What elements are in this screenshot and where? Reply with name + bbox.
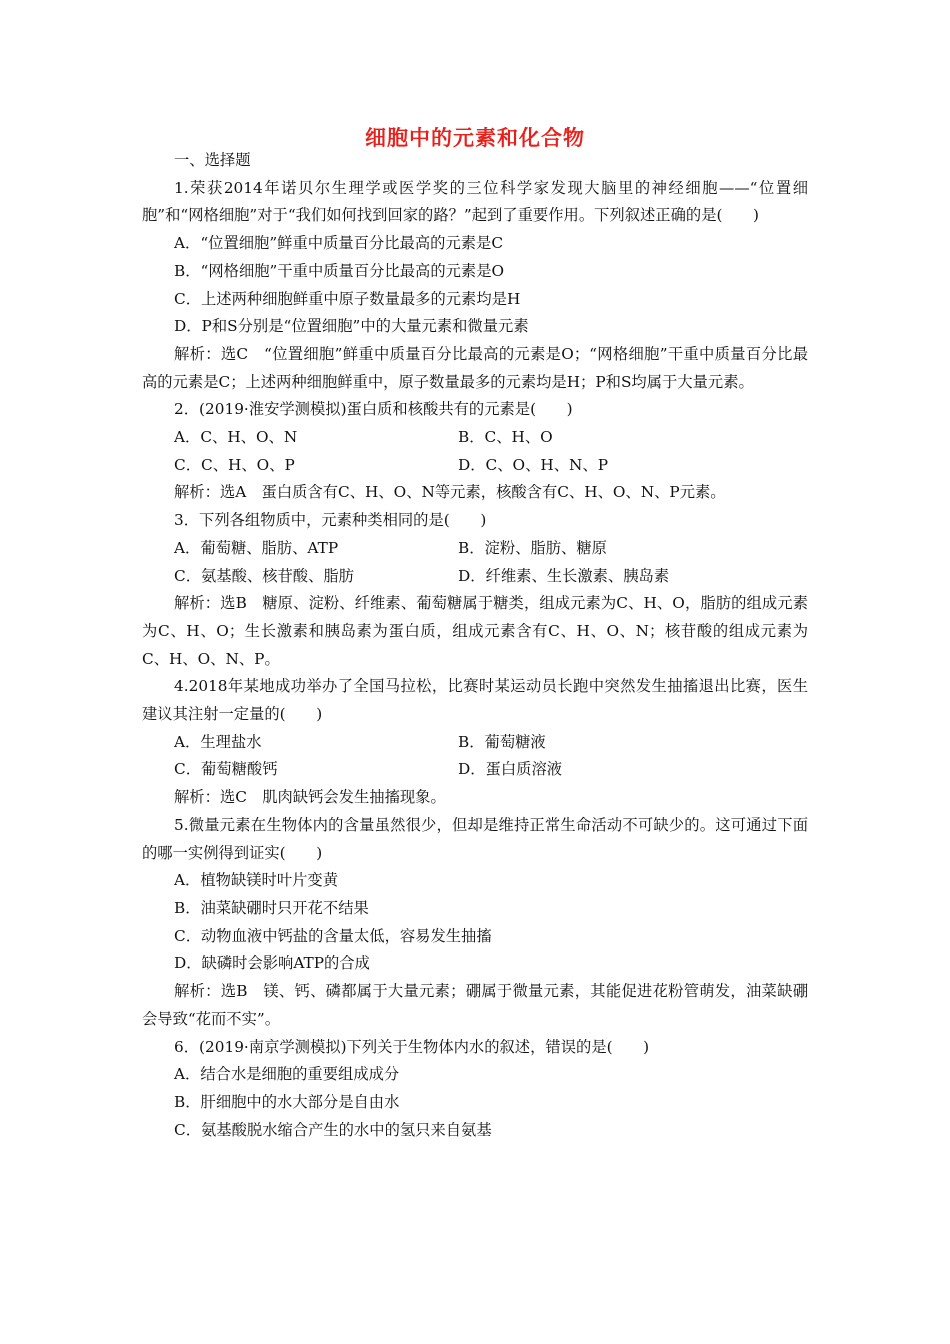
question-3-stem: 3．下列各组物质中，元素种类相同的是( ) [174, 511, 487, 530]
question-4-stem: 4.2018年某地成功举办了全国马拉松，比赛时某运动员长跑中突然发生抽搐退出比赛，医生建议其注射一定量的( ) [142, 677, 808, 724]
question-3-option-b: B．淀粉、脂肪、糖原 [458, 538, 607, 557]
question-6-option-c: C．氨基酸脱水缩合产生的水中的氢只来自氨基 [174, 1120, 492, 1139]
question-5-option-b: B．油菜缺硼时只开花不结果 [174, 898, 369, 917]
question-3-option-d: D．纤维素、生长激素、胰岛素 [458, 566, 670, 585]
section-heading: 一、选择题 [174, 151, 251, 169]
question-3-options-row-1 [142, 535, 808, 563]
question-6-option-b: B．肝细胞中的水大部分是自由水 [174, 1092, 400, 1111]
question-1-option-c: C．上述两种细胞鲜重中原子数量最多的元素均是H [174, 289, 521, 308]
question-5-stem: 5.微量元素在生物体内的含量虽然很少，但却是维持正常生命活动不可缺少的。这可通过下面的哪一实例得到证实( ) [142, 815, 808, 862]
question-2-options-row-1 [142, 424, 808, 452]
question-2-options-row-2 [142, 452, 808, 480]
question-3-option-c: C．氨基酸、核苷酸、脂肪 [174, 566, 354, 585]
document-body [142, 147, 808, 1144]
question-2-option-b: B．C、H、O [458, 428, 553, 447]
question-4-option-d: D．蛋白质溶液 [458, 760, 563, 779]
question-3-options-row-2 [142, 563, 808, 591]
question-6-option-a: A．结合水是细胞的重要组成成分 [174, 1065, 400, 1084]
question-1-option-a: A．“位置细胞”鲜重中质量百分比最高的元素是C [174, 234, 504, 253]
question-3-analysis: 解析：选B 糖原、淀粉、纤维素、葡萄糖属于糖类，组成元素为C、H、O，脂肪的组成元素为C、H、O；生长激素和胰岛素为蛋白质，组成元素含有C、H、O、N；核苷酸的组成元素为C、H、O、N、P。 [142, 594, 808, 668]
document-title: 细胞中的元素和化合物 [365, 126, 585, 150]
question-6-stem: 6．(2019·南京学测模拟)下列关于生物体内水的叙述，错误的是( ) [174, 1037, 650, 1056]
question-1-option-b: B．“网格细胞”干重中质量百分比最高的元素是O [174, 261, 505, 280]
question-5-option-a: A．植物缺镁时叶片变黄 [174, 871, 339, 890]
question-2-option-c: C．C、H、O、P [174, 455, 295, 474]
question-4-analysis: 解析：选C 肌肉缺钙会发生抽搐现象。 [174, 788, 446, 807]
question-2-option-d: D．C、O、H、N、P [458, 455, 609, 474]
question-5-option-d: D．缺磷时会影响ATP的合成 [174, 954, 370, 973]
question-2-option-a: A．C、H、O、N [174, 428, 298, 447]
question-4-options-row-2 [142, 756, 808, 784]
question-1-stem: 1.荣获2014年诺贝尔生理学或医学奖的三位科学家发现大脑里的神经细胞——“位置细胞”和“网格细胞”对于“我们如何找到回家的路？”起到了重要作用。下列叙述正确的是( ) [142, 178, 808, 225]
question-4-option-a: A．生理盐水 [174, 732, 262, 751]
question-4-option-c: C．葡萄糖酸钙 [174, 760, 278, 779]
question-2-stem: 2．(2019·淮安学测模拟)蛋白质和核酸共有的元素是( ) [174, 400, 573, 419]
question-2-analysis: 解析：选A 蛋白质含有C、H、O、N等元素，核酸含有C、H、O、N、P元素。 [174, 483, 726, 502]
question-1-option-d: D．P和S分别是“位置细胞”中的大量元素和微量元素 [174, 317, 529, 336]
question-3-option-a: A．葡萄糖、脂肪、ATP [174, 538, 339, 557]
question-4-option-b: B．葡萄糖液 [458, 732, 546, 751]
question-4-options-row-1 [142, 729, 808, 757]
question-5-option-c: C．动物血液中钙盐的含量太低，容易发生抽搐 [174, 926, 492, 945]
question-5-analysis: 解析：选B 镁、钙、磷都属于大量元素；硼属于微量元素，其能促进花粉管萌发，油菜缺硼会导致“花而不实”。 [142, 982, 808, 1028]
question-1-analysis: 解析：选C “位置细胞”鲜重中质量百分比最高的元素是O；“网格细胞”干重中质量百分比最高的元素是C；上述两种细胞鲜重中，原子数量最多的元素均是H；P和S均属于大量元素。 [142, 344, 808, 391]
